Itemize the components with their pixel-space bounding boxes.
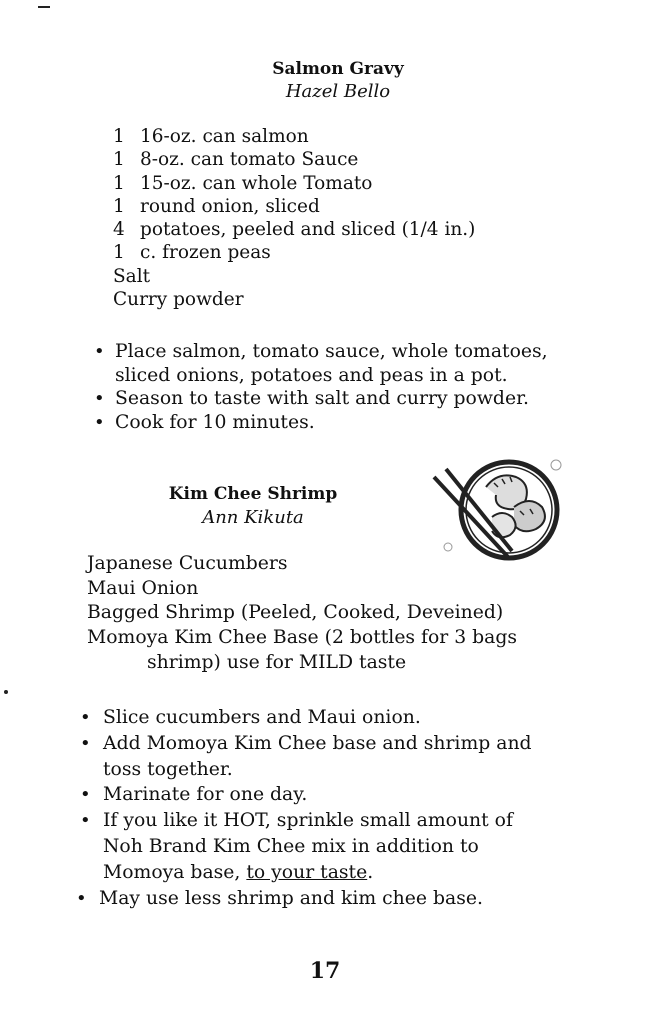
bullet-icon: • — [94, 388, 105, 409]
page-number: 17 — [309, 958, 341, 984]
bullet-icon: • — [80, 707, 91, 728]
ingredient-line: Curry powder — [113, 289, 244, 311]
bullet-icon: • — [94, 341, 105, 362]
ingredient-line: 1 8-oz. can tomato Sauce — [113, 149, 359, 171]
emphasis-text: to your taste — [246, 861, 368, 883]
ingredient-line: Salt — [113, 265, 151, 287]
ingredient-line: 1 15-oz. can whole Tomato — [113, 172, 373, 194]
ingredient-line: 4 potatoes, peeled and sliced (1/4 in.) — [113, 219, 476, 241]
recipe-author: Ann Kikuta — [202, 507, 304, 528]
recipe-title: Kim Chee Shrimp — [168, 484, 338, 504]
recipe-author: Hazel Bello — [285, 81, 391, 102]
scan-mark-left — [4, 690, 8, 694]
ingredient-line: shrimp) use for MILD taste — [147, 651, 407, 673]
ingredient-list — [113, 125, 475, 311]
instruction-step: • Slice cucumbers and Maui onion. — [80, 705, 532, 731]
ingredient-line: Japanese Cucumbers — [87, 553, 288, 574]
ingredient-line: 1 round onion, sliced — [113, 195, 320, 217]
bullet-icon: • — [76, 887, 87, 909]
instruction-step: • If you like it HOT, sprinkle small amount of Noh Brand Kim Chee mix in addition to Momoya base, to your taste. — [80, 810, 513, 883]
instruction-list — [76, 705, 532, 911]
ingredient-line: 1 c. frozen peas — [113, 242, 271, 264]
instruction-list — [94, 340, 548, 434]
ingredient-line: 1 16-oz. can salmon — [113, 126, 309, 147]
instruction-step: • Add Momoya Kim Chee base and shrimp and toss together. — [80, 732, 532, 780]
bullet-icon: • — [80, 732, 91, 754]
bullet-icon: • — [94, 411, 105, 433]
instruction-step: • Cook for 10 minutes. — [94, 411, 315, 433]
ingredient-list — [87, 552, 517, 676]
instruction-step: • Marinate for one day. — [80, 782, 532, 808]
ingredient-line: Momoya Kim Chee Base (2 bottles for 3 bags — [87, 627, 518, 649]
instruction-step: • Place salmon, tomato sauce, whole tomatoes, sliced onions, potatoes and peas in a pot. — [94, 341, 548, 386]
recipe-title: Salmon Gravy — [272, 59, 404, 79]
bullet-icon: • — [80, 784, 91, 806]
instruction-step: • Season to taste with salt and curry powder. — [94, 388, 529, 409]
bullet-icon: • — [80, 810, 91, 832]
scan-mark-top — [38, 6, 50, 8]
ingredient-line: Bagged Shrimp (Peeled, Cooked, Deveined) — [87, 602, 504, 624]
ingredient-line: Maui Onion — [87, 577, 199, 599]
instruction-step: • May use less shrimp and kim chee base. — [76, 886, 528, 912]
